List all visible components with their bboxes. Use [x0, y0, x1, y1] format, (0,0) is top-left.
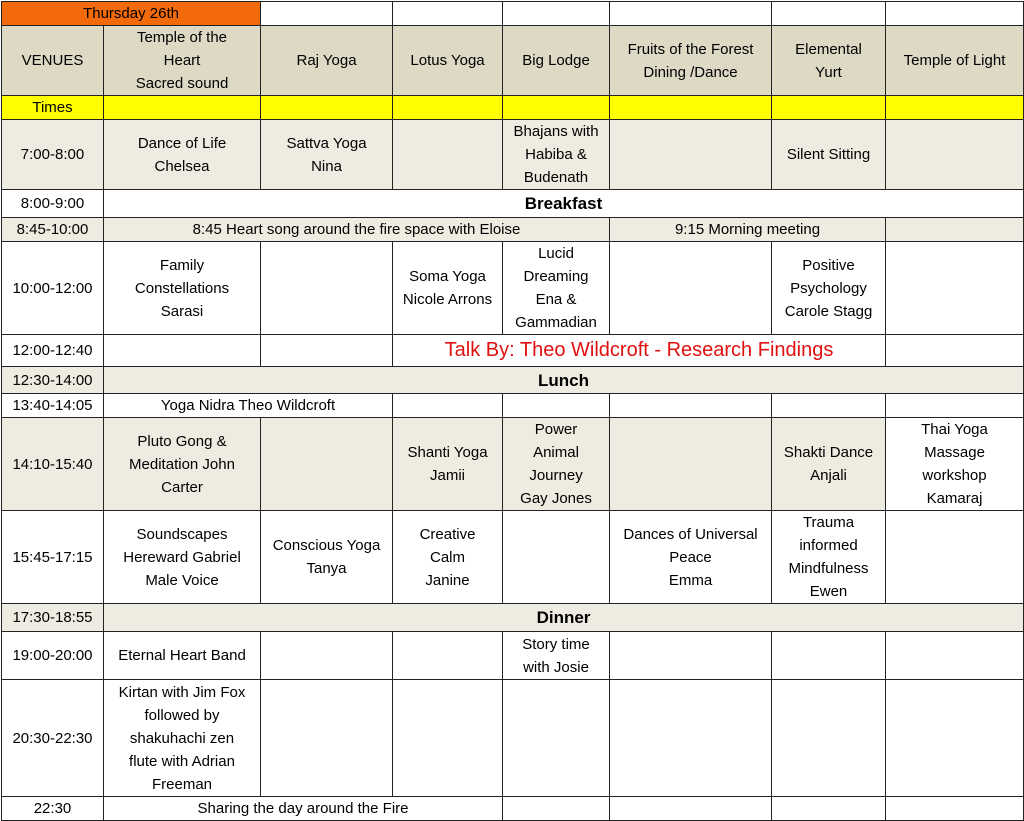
empty-cell: [503, 2, 610, 26]
empty-cell: [503, 797, 610, 821]
session-cell: Pluto Gong & Meditation John Carter: [104, 418, 261, 511]
session-cell: Trauma informed Mindfulness Ewen: [772, 511, 886, 604]
session-cell: Story time with Josie: [503, 632, 610, 680]
meal-banner: Breakfast: [104, 190, 1024, 218]
venue-temple-of-light: Temple of Light: [886, 26, 1024, 96]
time-cell: 22:30: [2, 797, 104, 821]
empty-cell: [886, 218, 1024, 242]
session-cell: Sharing the day around the Fire: [104, 797, 503, 821]
empty-cell: [772, 680, 886, 797]
empty-cell: [610, 797, 772, 821]
time-cell: 8:00-9:00: [2, 190, 104, 218]
empty-cell: [261, 632, 393, 680]
empty-cell: [772, 2, 886, 26]
empty-cell: [772, 797, 886, 821]
empty-cell: [393, 680, 503, 797]
time-cell: 7:00-8:00: [2, 120, 104, 190]
time-cell: 12:30-14:00: [2, 367, 104, 394]
table-row: [2, 367, 1024, 394]
session-cell: Soundscapes Hereward Gabriel Male Voice: [104, 511, 261, 604]
empty-cell: [261, 680, 393, 797]
session-cell: Dance of Life Chelsea: [104, 120, 261, 190]
venue-raj-yoga: Raj Yoga: [261, 26, 393, 96]
time-cell: 13:40-14:05: [2, 394, 104, 418]
session-cell: Soma Yoga Nicole Arrons: [393, 242, 503, 335]
session-cell: 8:45 Heart song around the fire space with Eloise: [104, 218, 610, 242]
session-cell: Silent Sitting: [772, 120, 886, 190]
meal-banner: Lunch: [104, 367, 1024, 394]
empty-cell: [261, 418, 393, 511]
empty-cell: [503, 511, 610, 604]
empty-cell: [886, 511, 1024, 604]
table-row: [2, 120, 1024, 190]
empty-cell: [610, 680, 772, 797]
time-cell: 8:45-10:00: [2, 218, 104, 242]
empty-cell: [772, 394, 886, 418]
time-cell: 15:45-17:15: [2, 511, 104, 604]
venue-temple-of-the-heart: Temple of the Heart Sacred sound: [104, 26, 261, 96]
day-label: Thursday 26th: [2, 2, 261, 26]
empty-cell: [886, 2, 1024, 26]
venue-lotus-yoga: Lotus Yoga: [393, 26, 503, 96]
session-cell: Conscious Yoga Tanya: [261, 511, 393, 604]
table-row: [2, 242, 1024, 335]
empty-cell: [503, 680, 610, 797]
empty-cell: [393, 96, 503, 120]
empty-cell: [393, 2, 503, 26]
session-cell: Dances of Universal Peace Emma: [610, 511, 772, 604]
empty-cell: [886, 96, 1024, 120]
session-cell: Sattva Yoga Nina: [261, 120, 393, 190]
session-cell: Positive Psychology Carole Stagg: [772, 242, 886, 335]
empty-cell: [886, 797, 1024, 821]
empty-cell: [886, 394, 1024, 418]
session-cell: Family Constellations Sarasi: [104, 242, 261, 335]
table-row: [2, 604, 1024, 632]
times-label: Times: [2, 96, 104, 120]
table-row: [2, 394, 1024, 418]
session-cell: Power Animal Journey Gay Jones: [503, 418, 610, 511]
table-row: [2, 335, 1024, 367]
empty-cell: [104, 335, 261, 367]
session-cell: Shakti Dance Anjali: [772, 418, 886, 511]
time-cell: 17:30-18:55: [2, 604, 104, 632]
session-cell: Lucid Dreaming Ena & Gammadian: [503, 242, 610, 335]
session-cell: Creative Calm Janine: [393, 511, 503, 604]
empty-cell: [261, 242, 393, 335]
session-cell: Thai Yoga Massage workshop Kamaraj: [886, 418, 1024, 511]
session-cell: Kirtan with Jim Fox followed by shakuhachi zen flute with Adrian Freeman: [104, 680, 261, 797]
empty-cell: [261, 96, 393, 120]
session-cell: Eternal Heart Band: [104, 632, 261, 680]
session-cell: Yoga Nidra Theo Wildcroft: [104, 394, 393, 418]
empty-cell: [772, 632, 886, 680]
table-row: [2, 632, 1024, 680]
time-cell: 12:00-12:40: [2, 335, 104, 367]
empty-cell: [610, 632, 772, 680]
empty-cell: [886, 335, 1024, 367]
empty-cell: [610, 2, 772, 26]
empty-cell: [610, 120, 772, 190]
empty-cell: [886, 120, 1024, 190]
table-row: [2, 797, 1024, 821]
venue-fruits-of-the-forest: Fruits of the Forest Dining /Dance: [610, 26, 772, 96]
empty-cell: [886, 242, 1024, 335]
schedule-table: [1, 1, 1024, 821]
session-cell: 9:15 Morning meeting: [610, 218, 886, 242]
time-cell: 14:10-15:40: [2, 418, 104, 511]
venues-label: VENUES: [2, 26, 104, 96]
table-row: [2, 418, 1024, 511]
empty-cell: [610, 242, 772, 335]
talk-banner: Talk By: Theo Wildcroft - Research Findings: [393, 335, 886, 367]
empty-cell: [503, 394, 610, 418]
table-row: [2, 511, 1024, 604]
time-cell: 20:30-22:30: [2, 680, 104, 797]
table-row: [2, 190, 1024, 218]
table-row: [2, 680, 1024, 797]
meal-banner: Dinner: [104, 604, 1024, 632]
time-cell: 19:00-20:00: [2, 632, 104, 680]
empty-cell: [886, 680, 1024, 797]
empty-cell: [393, 394, 503, 418]
empty-cell: [393, 632, 503, 680]
session-cell: Shanti Yoga Jamii: [393, 418, 503, 511]
venue-big-lodge: Big Lodge: [503, 26, 610, 96]
venue-elemental-yurt: Elemental Yurt: [772, 26, 886, 96]
time-cell: 10:00-12:00: [2, 242, 104, 335]
day-row: [2, 2, 1024, 26]
session-cell: Bhajans with Habiba & Budenath: [503, 120, 610, 190]
times-row: [2, 96, 1024, 120]
empty-cell: [886, 632, 1024, 680]
empty-cell: [772, 96, 886, 120]
table-row: [2, 218, 1024, 242]
empty-cell: [393, 120, 503, 190]
venues-row: [2, 26, 1024, 96]
empty-cell: [261, 2, 393, 26]
empty-cell: [503, 96, 610, 120]
empty-cell: [610, 96, 772, 120]
empty-cell: [610, 394, 772, 418]
empty-cell: [610, 418, 772, 511]
empty-cell: [261, 335, 393, 367]
empty-cell: [104, 96, 261, 120]
